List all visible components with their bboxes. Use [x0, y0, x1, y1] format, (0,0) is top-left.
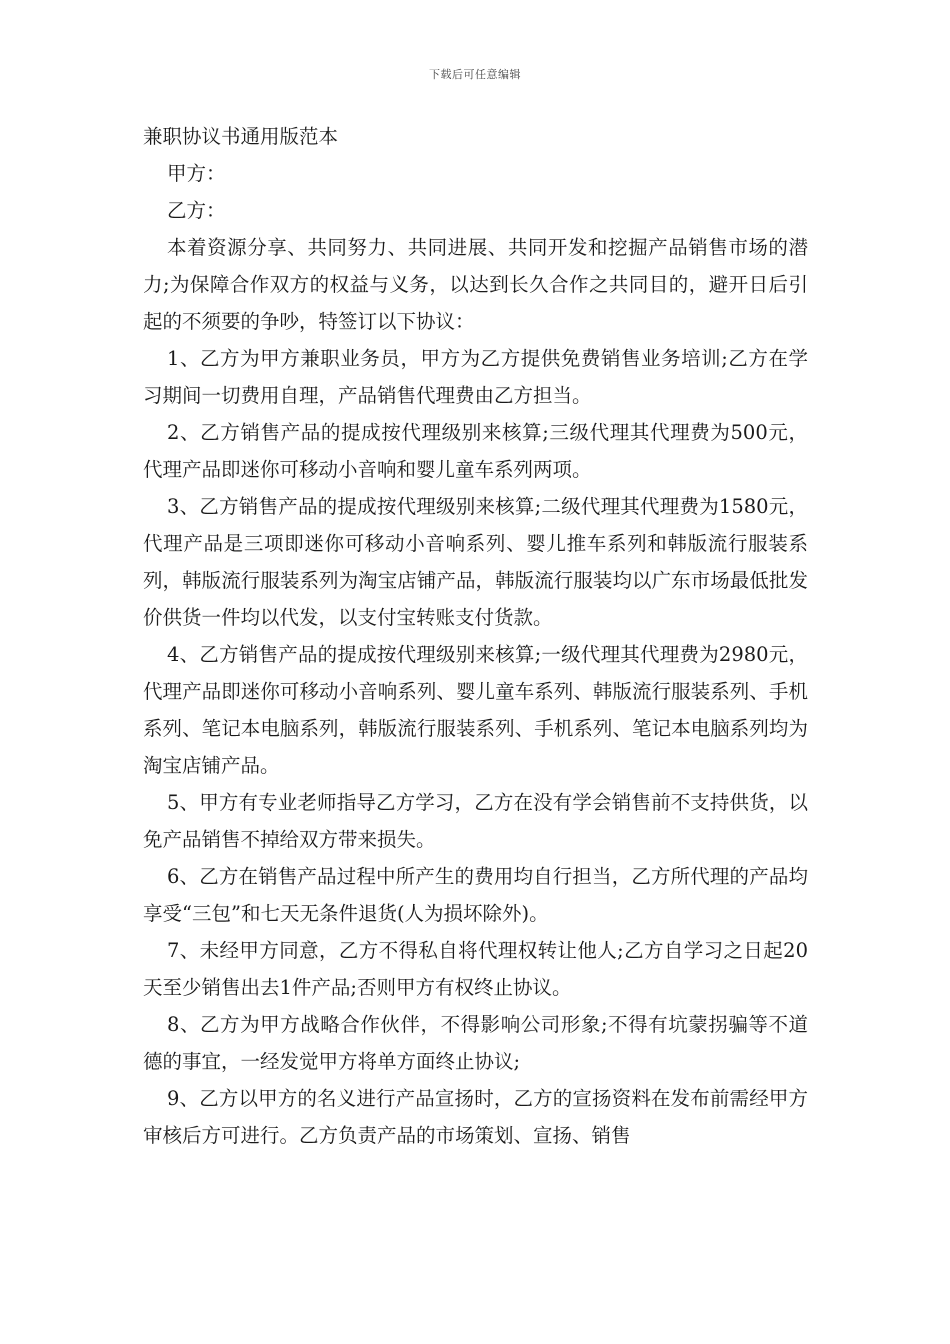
- header-note: 下载后可任意编辑: [429, 68, 521, 81]
- paragraph-clause-1: 1、乙方为甲方兼职业务员，甲方为乙方提供免费销售业务培训;乙方在学习期间一切费用自理，产品销售代理费由乙方担当。: [143, 347, 808, 407]
- paragraph-preamble: 本着资源分享、共同努力、共同进展、共同开发和挖掘产品销售市场的潜力;为保障合作双方的权益与义务，以达到长久合作之共同目的，避开日后引起的不须要的争吵，特签订以下协议：: [143, 236, 808, 333]
- document-title: 兼职协议书通用版范本: [143, 125, 339, 148]
- paragraph-clause-4: 4、乙方销售产品的提成按代理级别来核算;一级代理其代理费为2980元，代理产品即迷你可移动小音响系列、婴儿童车系列、韩版流行服装系列、手机系列、笔记本电脑系列，韩版流行服装系列、手机系列、笔记本电脑系列均为淘宝店铺产品。: [143, 643, 808, 777]
- paragraph-clause-6: 6、乙方在销售产品过程中所产生的费用均自行担当，乙方所代理的产品均享受“三包”和七天无条件退货(人为损坏除外)。: [143, 865, 808, 925]
- paragraph-clause-2: 2、乙方销售产品的提成按代理级别来核算;三级代理其代理费为500元，代理产品即迷你可移动小音响和婴儿童车系列两项。: [143, 421, 808, 481]
- paragraph-clause-8: 8、乙方为甲方战略合作伙伴，不得影响公司形象;不得有坑蒙拐骗等不道德的事宜，一经发觉甲方将单方面终止协议;: [143, 1013, 808, 1073]
- paragraph-clause-7: 7、未经甲方同意，乙方不得私自将代理权转让他人;乙方自学习之日起20天至少销售出去1件产品;否则甲方有权终止协议。: [143, 939, 808, 999]
- party-a-line: 甲方：: [167, 162, 226, 185]
- paragraph-clause-5: 5、甲方有专业老师指导乙方学习，乙方在没有学会销售前不支持供货，以免产品销售不掉给双方带来损失。: [143, 791, 808, 851]
- document-body: [143, 118, 808, 1154]
- party-b-line: 乙方：: [167, 199, 226, 222]
- paragraph-clause-3: 3、乙方销售产品的提成按代理级别来核算;二级代理其代理费为1580元，代理产品是三项即迷你可移动小音响系列、婴儿推车系列和韩版流行服装系列，韩版流行服装系列为淘宝店铺产品，韩版流行服装均以广东市场最低批发价供货一件均以代发，以支付宝转账支付货款。: [143, 495, 808, 629]
- paragraph-clause-9: 9、乙方以甲方的名义进行产品宣扬时，乙方的宣扬资料在发布前需经甲方审核后方可进行。乙方负责产品的市场策划、宣扬、销售: [143, 1087, 808, 1147]
